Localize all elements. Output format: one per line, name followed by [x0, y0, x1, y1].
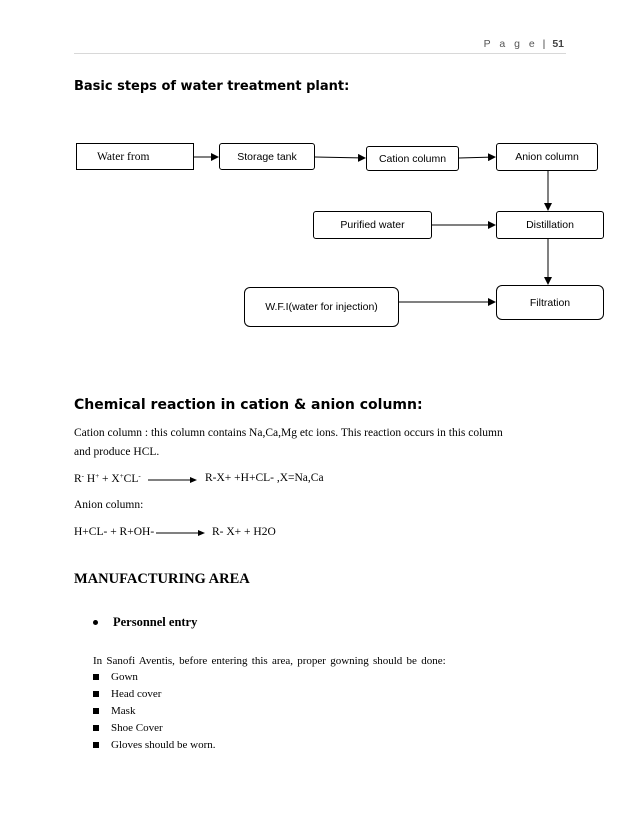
gowning-intro: In Sanofi Aventis, before entering this area, proper gowning should be done: — [93, 655, 446, 667]
list-item: Gloves should be worn. — [93, 736, 216, 753]
square-bullet-icon — [93, 674, 99, 680]
cation-paragraph-line1: Cation column : this column contains Na,Ca,Mg etc ions. This reaction occurs in this column — [74, 427, 503, 439]
node-wfi: W.F.I(water for injection) — [244, 287, 399, 327]
square-bullet-icon — [93, 691, 99, 697]
list-item: Mask — [93, 703, 216, 720]
square-bullet-icon — [93, 708, 99, 714]
node-anion-column: Anion column — [496, 143, 598, 171]
list-item: Shoe Cover — [93, 719, 216, 736]
anion-label: Anion column: — [74, 499, 144, 511]
equation-2-rhs: R- X+ + H2O — [212, 526, 276, 538]
equation-2-arrow — [156, 527, 206, 539]
node-storage-tank: Storage tank — [219, 143, 315, 170]
bullet-dot-icon — [93, 620, 98, 625]
section-title-water-treatment: Basic steps of water treatment plant: — [74, 79, 350, 94]
node-distillation: Distillation — [496, 211, 604, 239]
page-number-value: 51 — [552, 38, 564, 50]
equation-1-rhs: R-X+ +H+CL- ,X=Na,Ca — [205, 472, 324, 484]
list-item: Head cover — [93, 686, 216, 703]
list-item: Gown — [93, 669, 216, 686]
bullet-personnel-entry — [93, 615, 197, 630]
equation-2-lhs: H+CL- + R+OH- — [74, 526, 155, 538]
section-title-chemical-reaction: Chemical reaction in cation & anion column: — [74, 397, 423, 413]
node-water-from: Water from — [76, 143, 194, 170]
square-bullet-icon — [93, 742, 99, 748]
node-purified-water: Purified water — [313, 211, 432, 239]
node-filtration: Filtration — [496, 285, 604, 320]
page-separator: | — [542, 38, 546, 50]
page-label: P a g e — [483, 38, 538, 50]
node-cation-column: Cation column — [366, 146, 459, 171]
equation-1-arrow — [148, 474, 198, 486]
section-title-manufacturing-area: MANUFACTURING AREA — [74, 571, 250, 587]
bullet-label: Personnel entry — [113, 615, 198, 629]
gowning-list — [93, 669, 216, 753]
equation-1-lhs: R- H+ + X+CL- — [74, 472, 141, 485]
square-bullet-icon — [93, 725, 99, 731]
arrow-cation-to-anion — [459, 157, 495, 158]
cation-paragraph-line2: and produce HCL. — [74, 446, 160, 458]
arrow-storage-to-cation — [315, 157, 365, 158]
